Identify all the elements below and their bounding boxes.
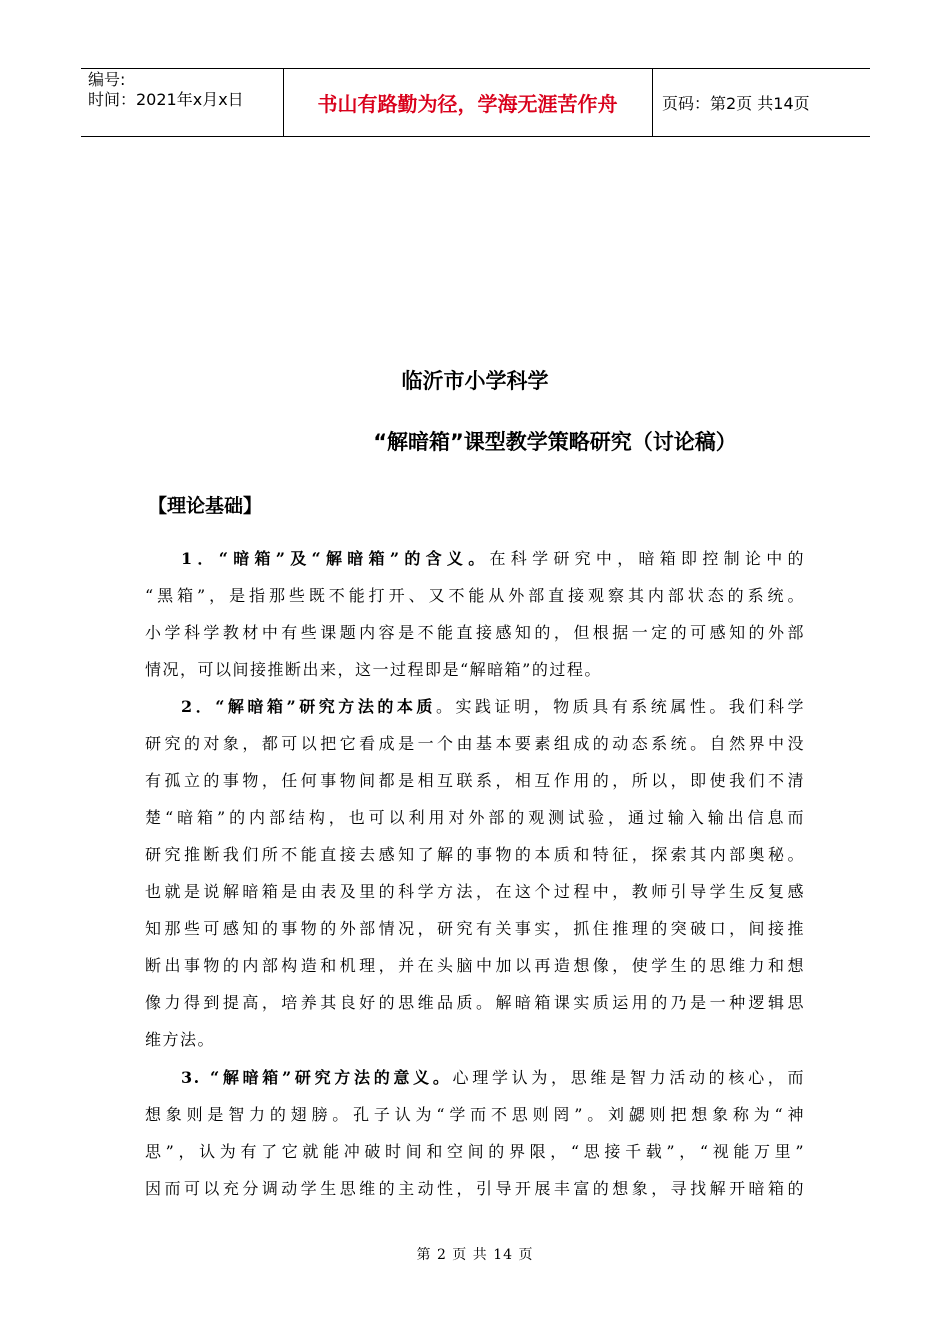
header-page-info: 页码：第2页 共14页 — [662, 94, 810, 113]
paragraph-2-line-10: 维方法。 — [145, 1030, 216, 1049]
page-footer: 第 2 页 共 14 页 — [416, 1247, 534, 1263]
paragraph-1-line-4: 情况，可以间接推断出来，这一过程即是“解暗箱”的过程。 — [145, 660, 602, 679]
paragraph-2-lead: 2．“解暗箱”研究方法的本质 — [181, 697, 436, 716]
paragraph-3 — [145, 1059, 805, 1207]
paragraph-2-line-8: 断出事物的内部构造和机理，并在头脑中加以再造想像，使学生的思维力和想 — [145, 956, 805, 975]
header-divider-right — [652, 68, 653, 136]
header-date-label: 时间：2021年x月x日 — [88, 90, 244, 109]
paragraph-2 — [145, 688, 805, 1058]
document-title-line2: “解暗箱”课型教学策略研究（讨论稿） — [373, 430, 737, 454]
paragraph-3-line-4: 因而可以充分调动学生思维的主动性，引导开展丰富的想象，寻找解开暗箱的 — [145, 1179, 805, 1198]
paragraph-2-line-4: 楚“暗箱”的内部结构，也可以利用对外部的观测试验，通过输入输出信息而 — [145, 808, 805, 827]
header-bottom-rule — [81, 136, 870, 137]
paragraph-2-line-5: 研究推断我们所不能直接去感知了解的事物的本质和特征，探索其内部奥秘。 — [145, 845, 805, 864]
paragraph-1-line-2: “黑箱”，是指那些既不能打开、又不能从外部直接观察其内部状态的系统。 — [145, 586, 805, 605]
paragraph-1-lead: 1．“暗箱”及“解暗箱”的含义。 — [181, 549, 490, 568]
paragraph-1 — [145, 540, 805, 688]
header-top-rule — [81, 68, 870, 69]
header-motto: 书山有路勤为径，学海无涯苦作舟 — [317, 92, 618, 116]
header-meta — [88, 70, 244, 110]
paragraph-1-line-3: 小学科学教材中有些课题内容是不能直接感知的，但根据一定的可感知的外部 — [145, 623, 805, 642]
paragraph-2-line-1: 2．“解暗箱”研究方法的本质。实践证明，物质具有系统属性。我们科学 — [181, 697, 805, 716]
paragraph-3-line-1: 3. “解暗箱”研究方法的意义。心理学认为，思维是智力活动的核心，而 — [181, 1068, 805, 1087]
paragraph-2-line-7: 知那些可感知的事物的外部情况，研究有关事实，抓住推理的突破口，间接推 — [145, 919, 805, 938]
paragraph-2-line-6: 也就是说解暗箱是由表及里的科学方法，在这个过程中，教师引导学生反复感 — [145, 882, 805, 901]
paragraph-1-line-1: 1．“暗箱”及“解暗箱”的含义。在科学研究中，暗箱即控制论中的 — [181, 549, 805, 568]
paragraph-3-lead: 3. “解暗箱”研究方法的意义。 — [181, 1068, 453, 1087]
section-heading: 【理论基础】 — [148, 495, 263, 517]
paragraph-2-line-3: 有孤立的事物，任何事物间都是相互联系，相互作用的，所以，即使我们不清 — [145, 771, 805, 790]
paragraph-2-line-9: 像力得到提高，培养其良好的思维品质。解暗箱课实质运用的乃是一种逻辑思 — [145, 993, 805, 1012]
paragraph-2-line-2: 研究的对象，都可以把它看成是一个由基本要素组成的动态系统。自然界中没 — [145, 734, 805, 753]
paragraph-3-line-3: 思”，认为有了它就能冲破时间和空间的界限，“思接千载”，“视能万里” — [145, 1142, 805, 1161]
header-number-label: 编号: — [88, 70, 126, 89]
document-title-line1: 临沂市小学科学 — [401, 369, 549, 393]
paragraph-3-line-2: 想象则是智力的翅膀。孔子认为“学而不思则罔”。刘勰则把想象称为“神 — [145, 1105, 805, 1124]
